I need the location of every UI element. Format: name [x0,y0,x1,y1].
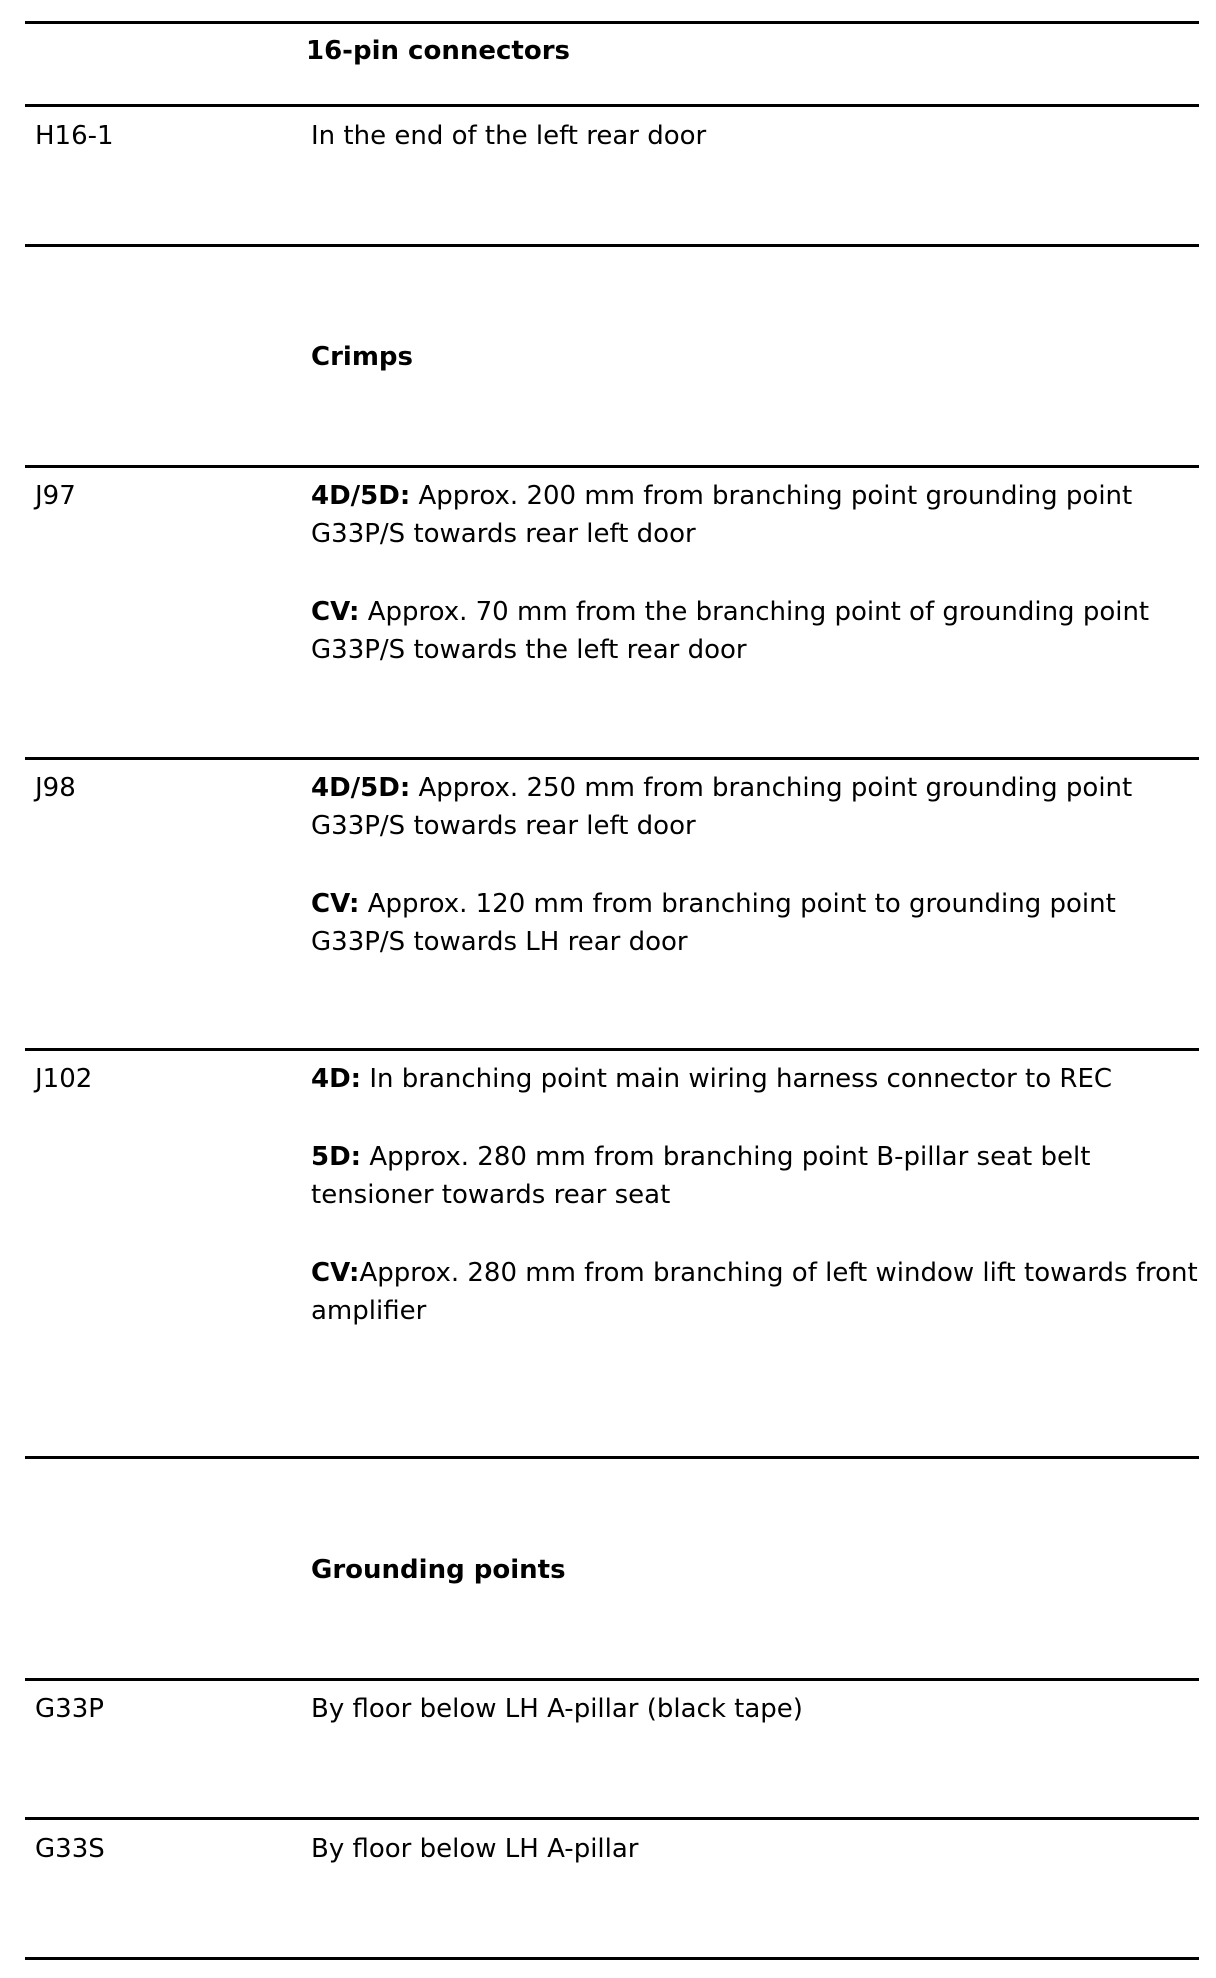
variant-label: 4D: [311,1064,362,1094]
divider [25,1817,1199,1820]
row-id: J97 [35,481,76,511]
entry-text: In branching point main wiring harness connector to REC [361,1064,1113,1094]
row-description [311,1060,1201,1370]
row-description: By floor below LH A-pillar [311,1834,639,1864]
row-id: H16-1 [35,121,114,151]
entry-text: Approx. 280 mm from branching of left window lift towards front amplifier [311,1258,1198,1326]
section-heading: Grounding points [311,1555,566,1585]
row-id: G33S [35,1834,105,1864]
entry-text: Approx. 120 mm from branching point to grounding point G33P/S towards LH rear door [311,889,1116,957]
entry-text: Approx. 70 mm from the branching point of grounding point G33P/S towards the left rear door [311,597,1150,665]
row-id: J102 [35,1064,93,1094]
variant-label: 4D/5D: [311,481,411,511]
divider [25,1678,1199,1681]
entry-text: Approx. 250 mm from branching point grounding point G33P/S towards rear left door [311,773,1133,841]
entry-text: Approx. 280 mm from branching point B-pillar seat belt tensioner towards rear seat [311,1142,1091,1210]
variant-label: 5D: [311,1142,362,1172]
variant-label: 4D/5D: [311,773,411,803]
divider [25,757,1199,760]
row-id: G33P [35,1694,104,1724]
divider [25,104,1199,107]
entry-text: Approx. 200 mm from branching point grounding point G33P/S towards rear left door [311,481,1133,549]
row-description [311,477,1201,709]
variant-label: CV: [311,1258,360,1288]
divider [25,21,1199,24]
row-description [311,769,1201,1001]
divider [25,1048,1199,1051]
divider [25,244,1199,247]
variant-label: CV: [311,889,360,919]
variant-label: CV: [311,597,360,627]
divider [25,1957,1199,1960]
section-heading: 16-pin connectors [306,36,570,66]
row-id: J98 [35,773,76,803]
divider [25,1456,1199,1459]
section-heading: Crimps [311,342,413,372]
divider [25,465,1199,468]
row-description: In the end of the left rear door [311,121,707,151]
row-description: By floor below LH A-pillar (black tape) [311,1694,803,1724]
